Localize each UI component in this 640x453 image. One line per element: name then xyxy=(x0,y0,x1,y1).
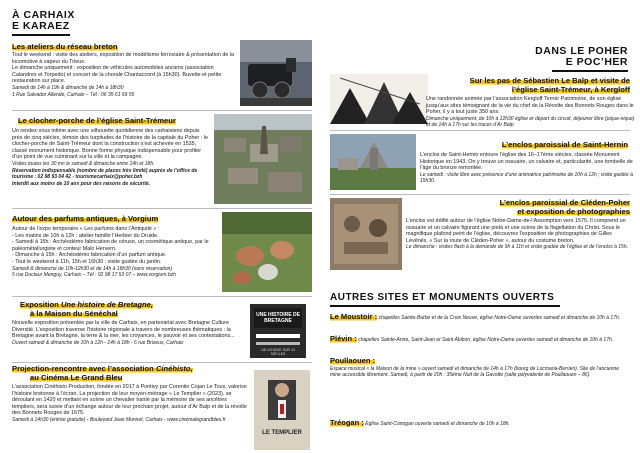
divider xyxy=(12,296,312,297)
templier-poster-title: LE TEMPLIER xyxy=(262,430,302,436)
right-header-line1: DANS LE POHER xyxy=(535,45,628,57)
locomotive-photo xyxy=(240,40,312,106)
projection-title: Projection-rencontre avec l’association Cinéhisto, au Cinéma Le Grand Bleu xyxy=(12,364,193,382)
clocher-body: Un rendez-vous intime avec une silhouette quotidienne des carhaisiens depuis près de cinq siècles, témoin des turpitudes de l’histoire de la capitale du Poher : le clocher-porche de Saint-Trémeur dont la construction s’est achevée en 1535, classé monument historique. Bonne forme physique indispensable pour profiter d’un point de vue culminant sur la ville et la campagne. Visites toutes les 30 mn le samedi & dimanche entre 14h et 18h. Réservation indispensable (nombre de places très limité) auprès de l’office de tourisme : 02 98 93 04 42 - tourismecarhaix@poher.bzh Interdit aux moins de 10 ans pour des raisons de sécurité. xyxy=(12,128,208,187)
balp-title: Sur les pas de Sébastien Le Balp et visite de l’église Saint-Trémeur, à Kergloff xyxy=(469,76,630,94)
cleden-poher-photo xyxy=(330,198,402,270)
balp-body: Une randonnée animée par l’association Kergloff Terroir Patrimoine, de son église jusqu’aux sites témoignant de la vie du chef de la Révolte des Bonnets Rouges dans le Poher, il y a tout juste 350 ans. Dimanche uniquement, de 10h à 12h30 église et départ du circuit, déjeuner libre (pique-nique) et de 14h à 17h sur les traces d’Ar Balp xyxy=(426,96,635,129)
expo-body: Nouvelle exposition présentée par la ville de Carhaix, en partenariat avec Bretagne Culture Diversité. L’exposition traverse l’histoire régionale à travers de nombreuses thématiques : la Bretagne avant la Bretagne, la terre & la mer, les croyances, le pouvoir et ses contestations... Ouvert samedi & dimanche de 10h à 12h - 14h à 18h - 6 rue Brizeux, Carhaix xyxy=(12,320,235,346)
autres-item-poullaouen: Poullaouen : Espace musical « la Maison de la mine » ouvert samedi et dimanche de 14h à 17h (bourg de Locmaria-Berrien). Site de l’ancienne mine accessible librement. Samedi, à partir de 20h : 35ème Nuit de la Gavotte (salle polyvalente de Poullaouen – 8€). xyxy=(330,356,620,379)
divider xyxy=(12,208,312,209)
hernin-body: L’enclos de Saint-Hernin entoure l’église des 16–17ème siècles, classée Monument Historique en 1943. On y trouve un ossuaire, un calvaire et, particularité, une tombelle de l’âge du bronze remontée. Le samedi : visite libre avec présence d’une animatrice patrimoine de 10h à 12h ; visite guidée à 15h30. xyxy=(420,152,633,185)
clocher-title: Le clocher-porche de l’église Saint-Trémeur xyxy=(18,116,176,125)
divider xyxy=(12,362,312,363)
right-header-underline xyxy=(552,70,628,72)
saint-hernin-photo xyxy=(330,134,416,190)
left-header-line2: E KARAEZ xyxy=(12,20,70,32)
expo-poster xyxy=(250,304,306,358)
templier-poster xyxy=(254,370,310,450)
expo-poster-title: UNE HISTOIRE DE BRETAGNE xyxy=(256,312,300,324)
bonnets-rouges-drawing xyxy=(330,74,428,124)
autres-item-plevin: Plévin : chapelles Sainte-Anne, Saint-Jean et Saint Abibon, église Notre-Dame ouvertes samedi et dimanche de 10h à 17h. xyxy=(330,334,614,343)
divider xyxy=(12,110,312,111)
left-section-header xyxy=(12,10,75,32)
parfums-body: Autour de l’expo temporaire « Les parfums dans l’Antiquité » : - Les matins de 10h à 12h : atelier famille l’Herbier du Druide. - Samedi à 15h : Archéodémo fabrication de céruse, un cosmétique antique, par le paléométallurgiste et conteur Malo Hervern. - Dimanche à 15h : Archéodémo fabrication d’un parfum antique. - Tout le weekend à 11h, 15h et 16h30 : visite guidée du jardin. Samedi & dimanche de 10h-12h30 et de 14h à 18h30 (sans réservation) 5 rue Docteur Menguy, Carhaix – Tél : 02 98 17 53 07 – www.vorgium.bzh xyxy=(12,226,209,279)
expo-poster-subtitle: UN VOYAGE SUR 13 SIÈCLES xyxy=(261,348,295,356)
autres-item-moustoir: Le Moustoir : chapelles Sainte-Barbe et de la Croix Neuve, église Notre-Dame ouvertes samedi et dimanche de 10h à 17h. xyxy=(330,312,621,321)
divider xyxy=(330,130,630,131)
cleden-title: L’enclos paroissial de Cléden-Poher et exposition de photographies xyxy=(499,198,630,216)
ateliers-body: Tout le weekend : visite des ateliers, exposition de modélisme ferroviaire & présentation de la locomotive à vapeur du Trieux. Le dimanche uniquement : exposition de véhicules automobiles anciens (association Calandres et Torpedo) et concert de la chorale Chantaccord (à 15h30). Buvette et petite restauration sur place. Samedi de 14h à 19h & dimanche de 14h à 18h30 1 Rue Salvador Allende, Carhaix – Tél : 06 35 61 69 55 xyxy=(12,52,235,98)
expo-title: Exposition Une histoire de Bretagne, à la Maison du Sénéchal xyxy=(20,300,153,318)
autres-header: AUTRES SITES ET MONUMENTS OUVERTS xyxy=(330,292,555,303)
right-section-header xyxy=(535,46,628,68)
left-header-underline xyxy=(12,34,70,36)
divider xyxy=(330,194,630,195)
autres-item-treogan: Tréogan : Église Saint-Conogan ouverte samedi et dimanche de 10h à 18h. xyxy=(330,418,510,427)
ateliers-title: Les ateliers du réseau breton xyxy=(12,42,118,51)
carhaix-aerial-photo xyxy=(214,114,312,204)
right-header-line2: E POC’HER xyxy=(565,56,628,68)
hernin-title: L’enclos paroissial de Saint-Hernin xyxy=(501,140,628,149)
projection-body: L’association Cinéhisto Production, fondée en 2017 à Pontivy par Corentin Cojan Le Toux, valorise l’histoire bretonne à l’écran. La projection de leur moyen-métrage « Le Templier » (2023), se déroulant en 1420 et mettant en scène un chevalier hanté par la mémoire de ses ancêtres templiers, sera suivie d’un échange autour de leur prochain projet, autour d’Ar Balp et de la révolte des Bonnets Rouges de 1675. Samedi à 14h30 (entrée gratuite) - Boulevard Jean Monnet, Carhaix - www.cinemalegrandbleu.fr xyxy=(12,384,247,423)
left-header-line1: À CARHAIX xyxy=(12,9,75,21)
parfums-title: Autour des parfums antiques, à Vorgium xyxy=(12,214,159,223)
autres-header-underline xyxy=(330,305,560,307)
parfums-workshop-photo xyxy=(222,212,312,292)
cleden-body: L’enclos est édifié autour de l’église Notre-Dame-de-l’Assomption vers 1575. Il comprend un ossuaire et un calvaire figurant une pietà et une scène de la flagellation du Christ. Sous le magnifique plafond peint de l’église, découvrez l’exposition de photographies de Gilles Lévênés, « Sur la route de Cléden-Poher », autour du costume breton. Le dimanche : visites flash à la demande de 9h à 11h et visite guidée de l’église et de l’enclos à 15h. xyxy=(406,218,628,251)
